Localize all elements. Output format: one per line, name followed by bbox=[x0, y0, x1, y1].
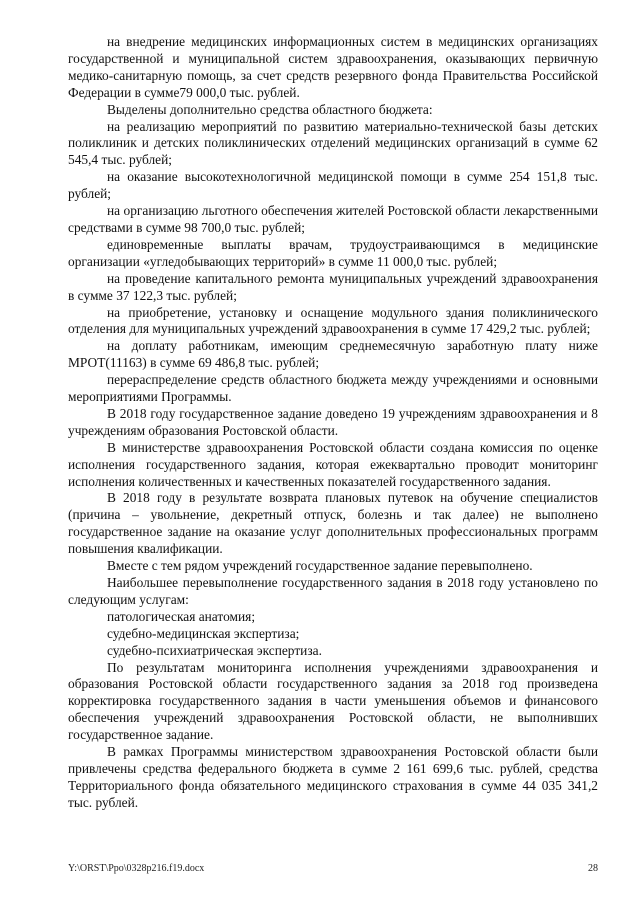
page-number: 28 bbox=[588, 863, 598, 874]
paragraph: В рамках Программы министерством здравоохранения Ростовской области были привлечены средства федерального бюджета в сумме 2 161 699,6 тыс. рублей, средства Территориального фонда обязательного медицинского страхования в сумме 44 035 341,2 тыс. рублей. bbox=[68, 744, 598, 810]
paragraph: В министерстве здравоохранения Ростовской области создана комиссия по оценке исполнения государственного задания, которая ежеквартально проводит мониторинг исполнения количественных и качественных показателей государственного задания. bbox=[68, 439, 598, 489]
paragraph: Выделены дополнительно средства областного бюджета: bbox=[107, 101, 433, 117]
paragraph: на доплату работникам, имеющим среднемесячную заработную плату ниже МРОТ(11163) в сумме 69 486,8 тыс. рублей; bbox=[68, 338, 598, 371]
service-list-item: судебно-медицинская экспертиза; bbox=[107, 625, 300, 641]
paragraph: Наибольшее перевыполнение государственного задания в 2018 году установлено по следующим услугам: bbox=[68, 575, 598, 607]
paragraph: перераспределение средств областного бюджета между учреждениями и основными мероприятиями Программы. bbox=[68, 372, 598, 405]
paragraph: на оказание высокотехнологичной медицинской помощи в сумме 254 151,8 тыс. рублей; bbox=[68, 169, 598, 202]
paragraph: В 2018 году в результате возврата плановых путевок на обучение специалистов (причина – увольнение, декретный отпуск, болезнь и так далее) не выполнено государственное задание на оказание услуг дополнительных профессиональных программ повышения квалификации. bbox=[68, 490, 598, 557]
service-list-item: патологическая анатомия; bbox=[107, 608, 256, 624]
paragraph: на организацию льготного обеспечения жителей Ростовской области лекарственными средствами в сумме 98 700,0 тыс. рублей; bbox=[68, 203, 598, 235]
paragraph: Вместе с тем рядом учреждений государственное задание перевыполнено. bbox=[107, 558, 533, 574]
paragraph: В 2018 году государственное задание доведено 19 учреждениям здравоохранения и 8 учреждениям образования Ростовской области. bbox=[68, 405, 598, 438]
paragraph: на проведение капитального ремонта муниципальных учреждений здравоохранения в сумме 37 122,3 тыс. рублей; bbox=[68, 270, 598, 303]
file-path: Y:\ORST\Ppo\0328p216.f19.docx bbox=[68, 863, 205, 874]
paragraph: По результатам мониторинга исполнения учреждениями здравоохранения и образования Ростовской области государственного задания за 2018 год произведена корректировка государственного задания в части уменьшения объемов и финансового обеспечения учреждений здравоохранения Ростовской области, не выполнивших государственное задание. bbox=[68, 659, 598, 743]
paragraph: единовременные выплаты врачам, трудоустраивающимся в медицинские организации «угледобывающих территорий» в сумме 11 000,0 тыс. рублей; bbox=[68, 236, 598, 269]
document-body bbox=[68, 34, 598, 812]
paragraph: на внедрение медицинских информационных систем в медицинских организациях государственной и муниципальной систем здравоохранения, оказывающих первичную медико-санитарную помощь, за счет средств резервного фонда Правительства Российской Федерации в сумме79 000,0 тыс. рублей. bbox=[68, 34, 598, 100]
paragraph: на реализацию мероприятий по развитию материально-технической базы детских поликлиник и детских поликлинических отделений медицинских организаций в сумме 62 545,4 тыс. рублей; bbox=[68, 118, 598, 168]
paragraph: на приобретение, установку и оснащение модульного здания поликлинического отделения для муниципальных учреждений здравоохранения в сумме 17 429,2 тыс. рублей; bbox=[68, 304, 598, 337]
service-list-item: судебно-психиатрическая экспертиза. bbox=[107, 642, 322, 658]
